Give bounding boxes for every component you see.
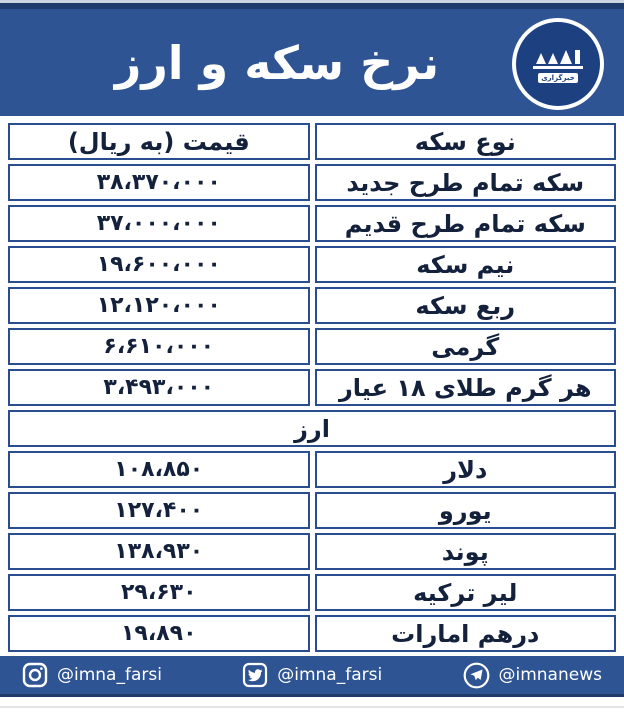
coin-price-cell <box>8 287 310 324</box>
currency-price-value: ۱۰۸،۸۵۰ <box>114 457 204 482</box>
currency-type-label: لیر ترکیه <box>413 578 518 607</box>
column-header-type-label: نوع سکه <box>414 127 516 156</box>
coin-type-label: هر گرم طلای ۱۸ عیار <box>338 373 592 402</box>
table-row <box>8 369 616 406</box>
telegram-handle: @imnanews <box>498 665 602 685</box>
twitter-handle: @imna_farsi <box>277 665 383 685</box>
coin-price-value: ۳۷،۰۰۰،۰۰۰ <box>96 211 221 236</box>
currency-price-value: ۱۹،۸۹۰ <box>121 621 197 646</box>
table-row <box>8 164 616 201</box>
coin-type-label: نیم سکه <box>416 250 515 279</box>
column-header-price <box>8 123 310 160</box>
currency-price-cell <box>8 492 310 529</box>
coin-type-label: گرمی <box>431 332 500 361</box>
coin-price-value: ۱۲،۱۲۰،۰۰۰ <box>96 293 221 318</box>
table-row <box>8 328 616 365</box>
currency-type-cell <box>315 615 617 652</box>
page-title: نرخ سکه و ارز <box>114 35 440 90</box>
coin-price-cell <box>8 369 310 406</box>
coin-type-cell <box>315 164 617 201</box>
table-row <box>8 205 616 242</box>
imna-logo <box>512 18 604 110</box>
rates-table <box>8 123 616 652</box>
currency-type-cell <box>315 533 617 570</box>
currency-type-label: دلار <box>443 455 488 484</box>
coin-type-cell <box>315 369 617 406</box>
column-header-type <box>315 123 617 160</box>
coin-type-cell <box>315 328 617 365</box>
table-row <box>8 246 616 283</box>
coin-type-label: ربع سکه <box>415 291 516 320</box>
coin-type-cell <box>315 287 617 324</box>
currency-price-value: ۱۲۷،۴۰۰ <box>114 498 204 523</box>
imna-logo-mark <box>531 45 585 71</box>
coin-price-value: ۳۸،۳۷۰،۰۰۰ <box>96 170 221 195</box>
table-header-row <box>8 123 616 160</box>
table-row <box>8 451 616 488</box>
instagram-handle: @imna_farsi <box>57 665 162 685</box>
telegram-link[interactable] <box>463 662 602 689</box>
currency-price-cell <box>8 533 310 570</box>
table-row <box>8 492 616 529</box>
currency-type-label: یورو <box>438 496 492 525</box>
coin-price-value: ۶،۶۱۰،۰۰۰ <box>103 334 215 359</box>
coin-price-cell <box>8 328 310 365</box>
section-header-row <box>8 410 616 447</box>
currency-type-cell <box>315 492 617 529</box>
coin-type-label: سکه تمام طرح قدیم <box>344 209 586 238</box>
coin-type-label: سکه تمام طرح جدید <box>346 168 585 197</box>
bottom-margin <box>0 697 624 708</box>
twitter-icon <box>242 662 268 688</box>
footer-social-bar <box>0 656 624 697</box>
logo-agency-label: خبرگزاری <box>538 73 578 83</box>
instagram-link[interactable] <box>22 662 162 688</box>
currency-type-label: پوند <box>441 537 489 566</box>
header-banner <box>0 9 624 116</box>
table-row <box>8 287 616 324</box>
coin-type-cell <box>315 205 617 242</box>
currency-section-cell <box>8 410 616 447</box>
currency-type-label: درهم امارات <box>391 619 540 648</box>
telegram-icon <box>463 662 490 689</box>
coin-type-cell <box>315 246 617 283</box>
currency-section-label: ارز <box>294 414 330 443</box>
currency-price-value: ۲۹،۶۳۰ <box>121 580 197 605</box>
table-row <box>8 574 616 611</box>
coin-price-cell <box>8 246 310 283</box>
table-row <box>8 533 616 570</box>
column-header-price-label: قیمت (به ریال) <box>67 127 250 156</box>
coin-price-value: ۳،۴۹۳،۰۰۰ <box>103 375 215 400</box>
twitter-link[interactable] <box>242 662 382 688</box>
currency-price-cell <box>8 574 310 611</box>
currency-price-cell <box>8 615 310 652</box>
instagram-icon <box>22 662 48 688</box>
currency-price-cell <box>8 451 310 488</box>
table-row <box>8 615 616 652</box>
currency-type-cell <box>315 574 617 611</box>
coin-price-value: ۱۹،۶۰۰،۰۰۰ <box>96 252 221 277</box>
coin-price-cell <box>8 205 310 242</box>
coin-price-cell <box>8 164 310 201</box>
currency-price-value: ۱۳۸،۹۳۰ <box>114 539 204 564</box>
currency-type-cell <box>315 451 617 488</box>
